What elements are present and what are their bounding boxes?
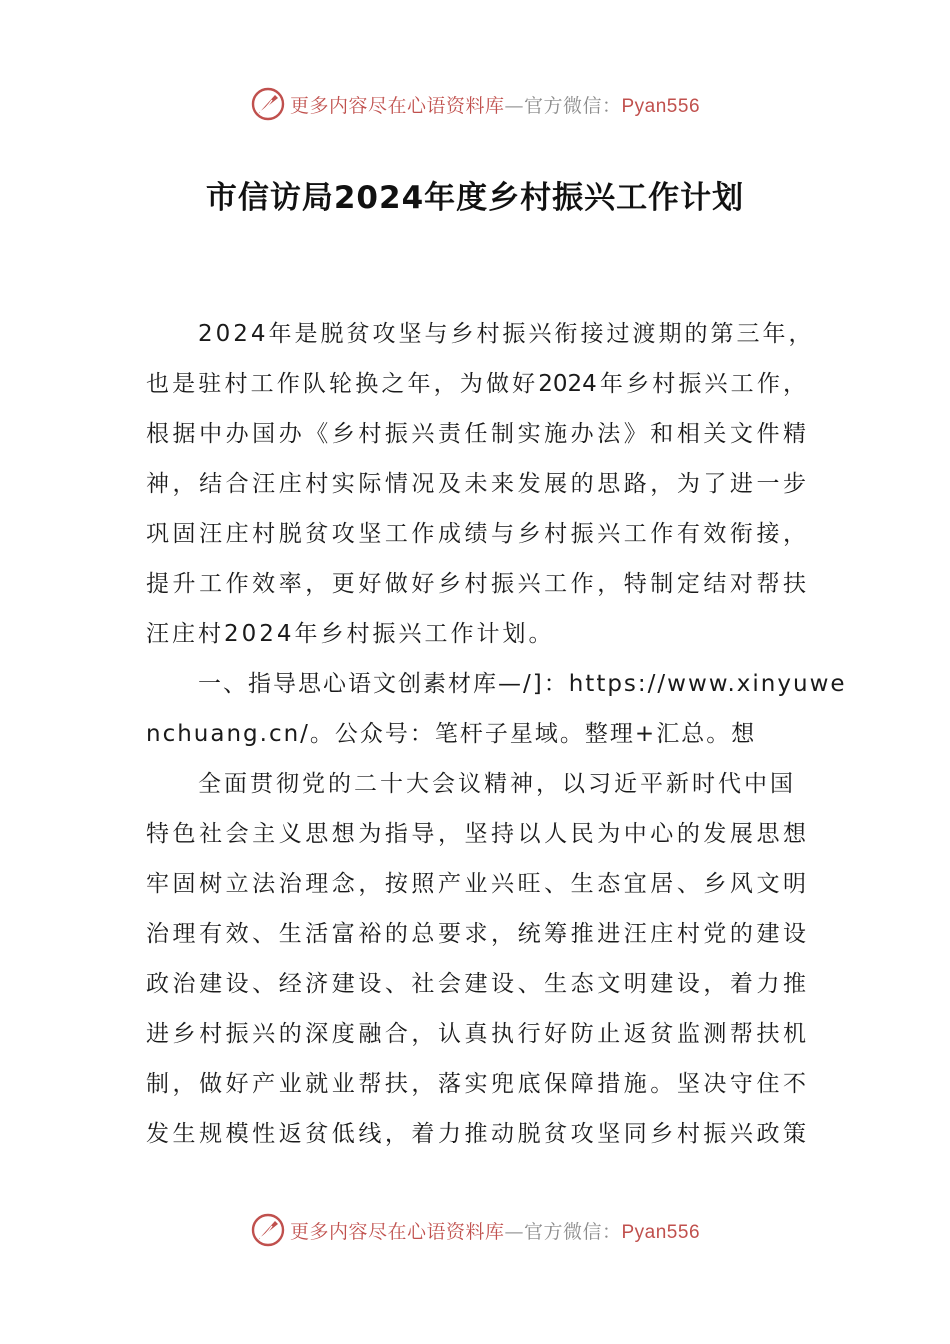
quill-logo-icon <box>250 1212 286 1248</box>
paragraph-line-9: 特色社会主义思想为指导，坚持以人民为中心的发展思想 <box>146 821 806 847</box>
quill-logo-icon <box>250 86 286 122</box>
paragraph-line-7: 汪庄村2024年乡村振兴工作计划。 <box>146 621 555 647</box>
watermark-banner-bottom <box>0 1208 950 1252</box>
document-title: 市信访局2024年度乡村振兴工作计划 <box>205 180 745 216</box>
paragraph-line-5: 巩固汪庄村脱贫攻坚工作成绩与乡村振兴工作有效衔接， <box>146 521 806 547</box>
paragraph-line-4: 神，结合汪庄村实际情况及未来发展的思路，为了进一步 <box>146 471 806 497</box>
paragraph-line-11: 治理有效、生活富裕的总要求，统筹推进汪庄村党的建设 <box>146 921 806 947</box>
watermark-id: Pyan556 <box>621 95 701 117</box>
paragraph-line-13: 进乡村振兴的深度融合，认真执行好防止返贫监测帮扶机 <box>146 1021 806 1047</box>
paragraph-line-1: 2024年是脱贫攻坚与乡村振兴衔接过渡期的第三年， <box>198 321 815 347</box>
watermark-banner-top <box>0 82 950 126</box>
watermark-text <box>290 1217 700 1244</box>
document-body <box>146 314 847 1164</box>
watermark-official: 官方微信： <box>523 1220 622 1243</box>
paragraph-line-3: 根据中办国办《乡村振兴责任制实施办法》和相关文件精 <box>146 421 806 447</box>
watermark-id: Pyan556 <box>621 1221 701 1243</box>
watermark-main: 更多内容尽在心语资料库 <box>289 94 505 117</box>
watermark-text <box>290 91 700 118</box>
watermark-official: 官方微信： <box>523 94 622 117</box>
section-heading-line-1: 一、指导思心语文创素材库—/]：https://www.xinyuwe <box>198 671 847 697</box>
paragraph-line-2: 也是驻村工作队轮换之年，为做好2024年乡村振兴工作， <box>146 371 806 397</box>
paragraph-line-8: 全面贯彻党的二十大会议精神，以习近平新时代中国 <box>198 771 796 797</box>
section-heading-line-2: nchuang.cn/。公众号：笔杆子星域。整理+汇总。想 <box>146 721 757 747</box>
paragraph-line-15: 发生规模性返贫低线，着力推动脱贫攻坚同乡村振兴政策 <box>146 1121 806 1147</box>
watermark-main: 更多内容尽在心语资料库 <box>289 1220 505 1243</box>
paragraph-line-10: 牢固树立法治理念，按照产业兴旺、生态宜居、乡风文明 <box>146 871 806 897</box>
watermark-dash: — <box>504 94 524 117</box>
paragraph-line-12: 政治建设、经济建设、社会建设、生态文明建设，着力推 <box>146 971 806 997</box>
paragraph-line-6: 提升工作效率，更好做好乡村振兴工作，特制定结对帮扶 <box>146 571 806 597</box>
paragraph-line-14: 制，做好产业就业帮扶，落实兜底保障措施。坚决守住不 <box>146 1071 806 1097</box>
watermark-dash: — <box>504 1220 524 1243</box>
